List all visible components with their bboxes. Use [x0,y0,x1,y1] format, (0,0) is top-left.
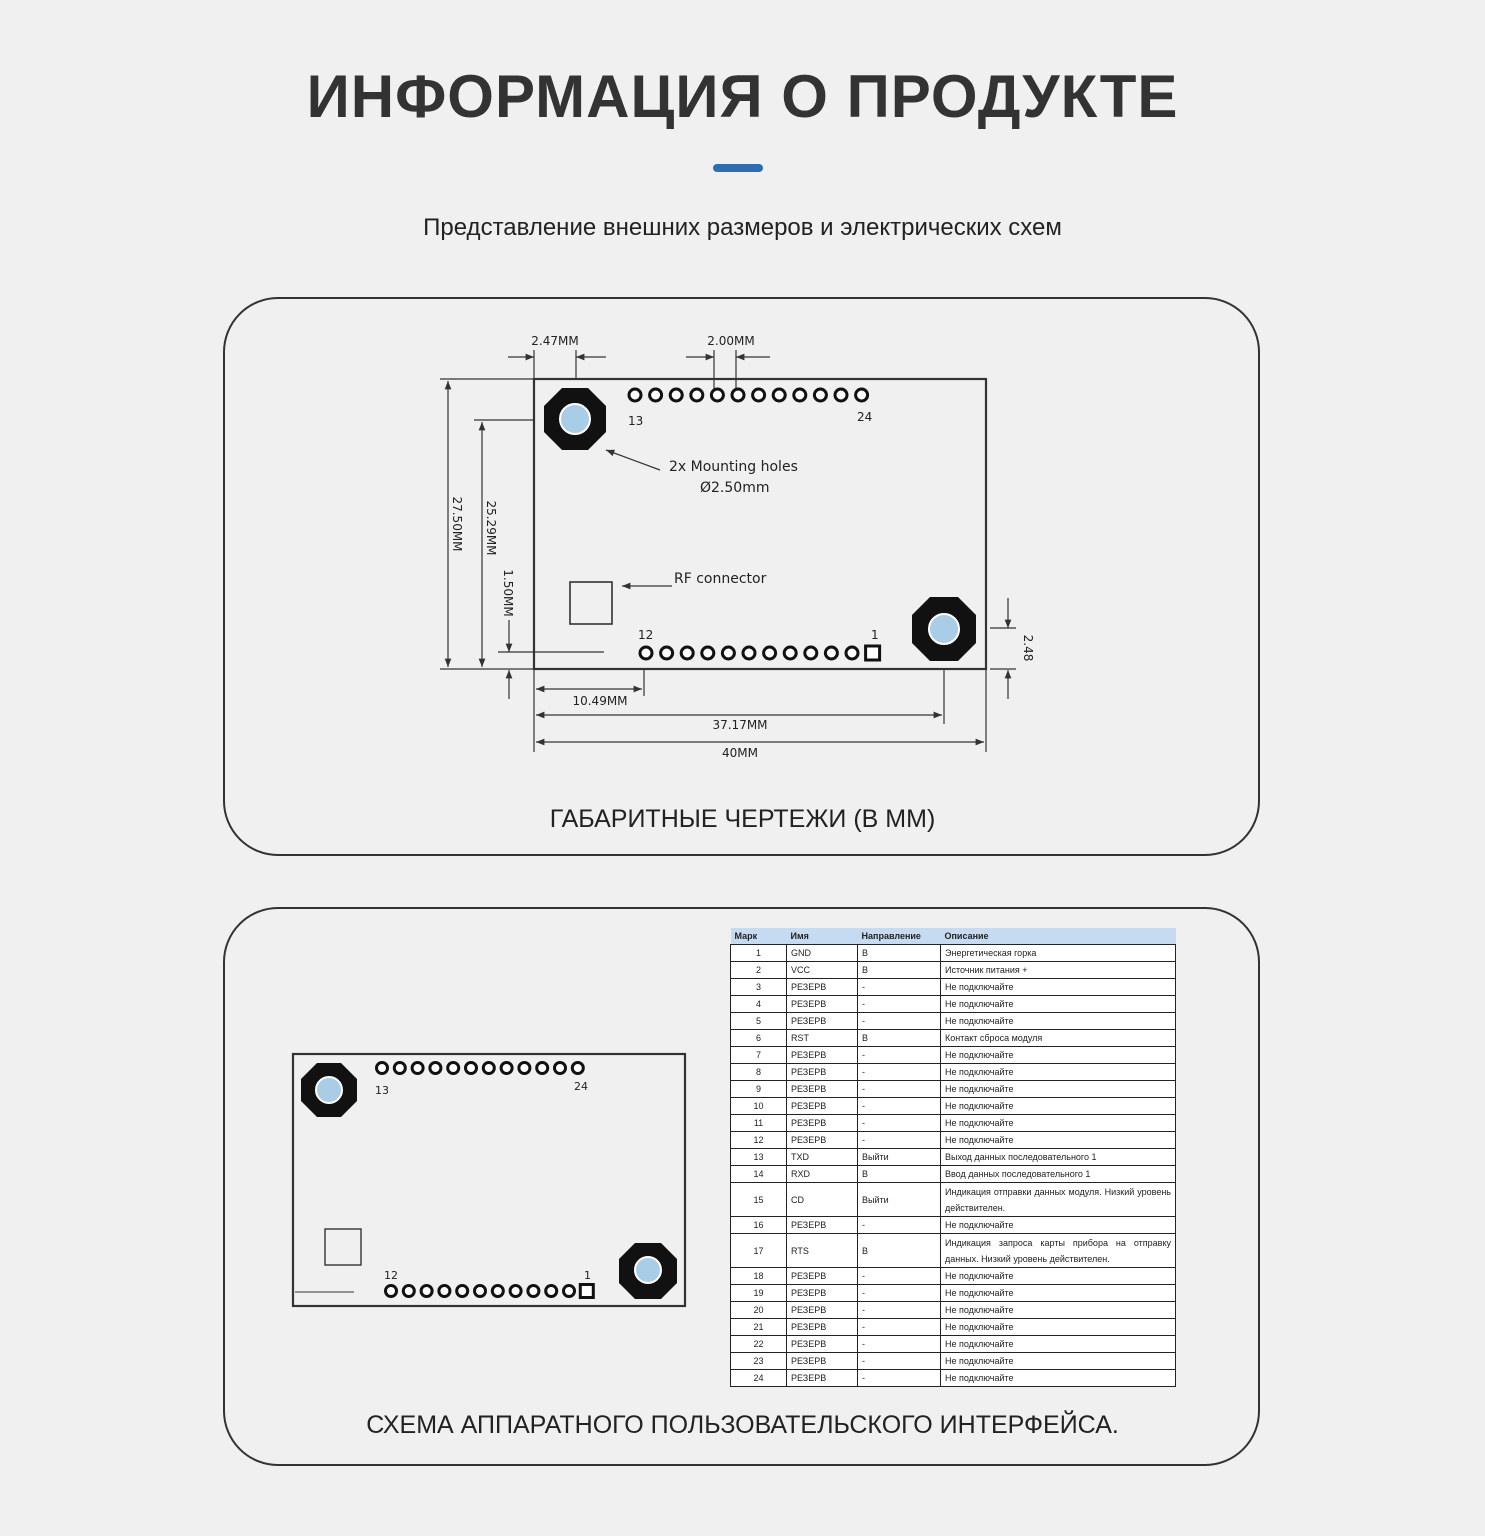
pin-pad [510,1286,521,1297]
cell-mark: 12 [731,1132,787,1149]
pin-pad [546,1286,557,1297]
cell-description: Ввод данных последовательного 1 [941,1166,1176,1183]
cell-direction: B [858,962,941,979]
dimension-caption: ГАБАРИТНЫЕ ЧЕРТЕЖИ (В ММ) [549,805,936,833]
interface-pin-label-13: 13 [375,1084,389,1097]
pin-pad [805,647,817,659]
cell-direction: - [858,1370,941,1387]
cell-description: Не подключайте [941,1013,1176,1030]
pin-pad [403,1286,414,1297]
interface-pin-header-bottom [386,1285,594,1298]
cell-direction: - [858,1302,941,1319]
cell-name: TXD [787,1149,858,1166]
table-row [731,996,1176,1013]
cell-direction: - [858,979,941,996]
col-header-direction: Направление [858,928,941,945]
cell-name: RST [787,1030,858,1047]
interface-caption: СХЕМА АППАРАТНОГО ПОЛЬЗОВАТЕЛЬСКОГО ИНТЕРФЕЙСА. [366,1411,1119,1439]
cell-description: Не подключайте [941,1064,1176,1081]
cell-name: CD [787,1183,858,1217]
cell-description: Энергетическая горка [941,945,1176,962]
table-row [731,1149,1176,1166]
pin-pad [394,1063,405,1074]
cell-description: Не подключайте [941,1353,1176,1370]
pin-pad [519,1063,530,1074]
cell-name: RTS [787,1234,858,1268]
pin-pad [722,647,734,659]
pin-header-top [629,389,868,401]
cell-description: Не подключайте [941,1115,1176,1132]
rf-connector-label: RF connector [674,571,767,587]
pin-pad [564,1286,575,1297]
cell-mark: 20 [731,1302,787,1319]
cell-mark: 2 [731,962,787,979]
table-row [731,1132,1176,1149]
pin-pad [681,647,693,659]
cell-name: RXD [787,1166,858,1183]
table-row [731,1353,1176,1370]
interface-pin-label-24: 24 [574,1080,588,1093]
cell-direction: - [858,1081,941,1098]
table-row [731,1183,1176,1217]
pin-label-24: 24 [857,410,873,424]
pin-1-square-pad [580,1285,593,1298]
pin-pad [773,389,785,401]
cell-name: РЕЗЕРВ [787,1081,858,1098]
mounting-holes [544,388,976,661]
pin-pad [753,389,765,401]
cell-direction: - [858,1064,941,1081]
pin-pad [448,1063,459,1074]
table-row [731,1302,1176,1319]
table-row [731,1030,1176,1047]
cell-mark: 22 [731,1336,787,1353]
pin-pad [386,1286,397,1297]
cell-mark: 13 [731,1149,787,1166]
cell-direction: - [858,1336,941,1353]
table-row [731,1166,1176,1183]
cell-name: РЕЗЕРВ [787,1115,858,1132]
pin-header-bottom [640,646,880,660]
cell-direction: Выйти [858,1183,941,1217]
dim-label-37-17: 37.17MM [712,718,768,732]
cell-name: РЕЗЕРВ [787,1268,858,1285]
mounting-holes-label: 2x Mounting holes [669,459,798,475]
cell-description: Не подключайте [941,1217,1176,1234]
cell-description: Индикация запроса карты прибора на отправку данных. Низкий уровень действителен. [941,1234,1176,1268]
pin-table [730,928,1176,1387]
cell-direction: - [858,1115,941,1132]
pin-pad [483,1063,494,1074]
cell-mark: 17 [731,1234,787,1268]
pin-pad [691,389,703,401]
cell-description: Не подключайте [941,1302,1176,1319]
dim-label-2-47: 2.47MM [531,334,579,348]
pin-pad [650,389,662,401]
cell-description: Не подключайте [941,1285,1176,1302]
pin-pad [430,1063,441,1074]
pin-pad [784,647,796,659]
pin-pad [856,389,868,401]
pin-pad [629,389,641,401]
mounting-holes-diameter: Ø2.50mm [700,480,770,496]
cell-direction: B [858,1166,941,1183]
pin-pad [640,647,652,659]
cell-direction: B [858,945,941,962]
pin-pad [421,1286,432,1297]
dim-label-25-29: 25.29MM [484,500,498,556]
pin-pad [764,647,776,659]
cell-description: Не подключайте [941,1081,1176,1098]
pin-pad [501,1063,512,1074]
table-row [731,1047,1176,1064]
pin-pad [814,389,826,401]
pin-pad [555,1063,566,1074]
interface-pin-header-top [377,1063,584,1074]
cell-description: Не подключайте [941,1132,1176,1149]
cell-name: РЕЗЕРВ [787,1217,858,1234]
cell-mark: 21 [731,1319,787,1336]
table-row [731,1285,1176,1302]
interface-pin-label-1: 1 [584,1269,591,1282]
cell-description: Не подключайте [941,1370,1176,1387]
cell-name: РЕЗЕРВ [787,1319,858,1336]
pin-1-square-pad [866,646,880,660]
cell-direction: - [858,1047,941,1064]
cell-mark: 19 [731,1285,787,1302]
cell-mark: 3 [731,979,787,996]
cell-name: РЕЗЕРВ [787,1132,858,1149]
dim-label-2-48: 2.48 [1021,634,1035,662]
cell-description: Не подключайте [941,1336,1176,1353]
interface-mounting-holes [301,1063,677,1299]
cell-name: РЕЗЕРВ [787,1098,858,1115]
cell-direction: - [858,1353,941,1370]
cell-name: РЕЗЕРВ [787,996,858,1013]
cell-name: GND [787,945,858,962]
cell-direction: B [858,1234,941,1268]
table-row [731,1098,1176,1115]
pin-pad [661,647,673,659]
cell-name: РЕЗЕРВ [787,1013,858,1030]
cell-direction: - [858,996,941,1013]
col-header-mark: Марк [731,928,787,945]
cell-direction: - [858,1098,941,1115]
cell-direction: - [858,1013,941,1030]
dim-label-1-50: 1.50MM [501,569,515,617]
cell-mark: 15 [731,1183,787,1217]
table-row [731,1319,1176,1336]
pin-pad [670,389,682,401]
pin-pad [846,647,858,659]
pin-pad [412,1063,423,1074]
cell-direction: Выйти [858,1149,941,1166]
interface-pin-label-12: 12 [384,1269,398,1282]
pin-pad [466,1063,477,1074]
pin-label-12: 12 [638,628,654,642]
table-row [731,945,1176,962]
cell-name: VCC [787,962,858,979]
cell-mark: 23 [731,1353,787,1370]
cell-direction: - [858,1217,941,1234]
cell-description: Не подключайте [941,1098,1176,1115]
pin-pad [702,647,714,659]
cell-mark: 9 [731,1081,787,1098]
table-row [731,1081,1176,1098]
pin-pad [835,389,847,401]
pin-pad [825,647,837,659]
page-title: ИНФОРМАЦИЯ О ПРОДУКТЕ [306,63,1179,130]
cell-name: РЕЗЕРВ [787,1064,858,1081]
cell-mark: 1 [731,945,787,962]
rf-connector-square [570,582,612,624]
dim-label-27-50: 27.50MM [450,496,464,552]
dim-label-2-00: 2.00MM [707,334,755,348]
cell-mark: 16 [731,1217,787,1234]
cell-name: РЕЗЕРВ [787,979,858,996]
pin-pad [492,1286,503,1297]
interface-rf-square [325,1229,361,1265]
pin-label-13: 13 [628,414,644,428]
cell-name: РЕЗЕРВ [787,1353,858,1370]
table-row [731,962,1176,979]
col-header-name: Имя [787,928,858,945]
pin-pad [572,1063,583,1074]
dim-label-10-49: 10.49MM [572,694,628,708]
cell-name: РЕЗЕРВ [787,1336,858,1353]
cell-mark: 7 [731,1047,787,1064]
table-row [731,1268,1176,1285]
cell-direction: - [858,1268,941,1285]
cell-mark: 5 [731,1013,787,1030]
pin-pad [711,389,723,401]
cell-mark: 11 [731,1115,787,1132]
cell-mark: 6 [731,1030,787,1047]
cell-mark: 14 [731,1166,787,1183]
cell-description: Выход данных последовательного 1 [941,1149,1176,1166]
dim-label-40: 40MM [722,746,758,760]
pin-label-1: 1 [871,628,879,642]
table-row [731,1370,1176,1387]
table-row [731,1234,1176,1268]
cell-name: РЕЗЕРВ [787,1302,858,1319]
cell-description: Не подключайте [941,996,1176,1013]
pin-pad [439,1286,450,1297]
cell-description: Не подключайте [941,979,1176,996]
cell-direction: - [858,1319,941,1336]
cell-direction: - [858,1285,941,1302]
table-row [731,1217,1176,1234]
cell-name: РЕЗЕРВ [787,1370,858,1387]
pin-pad [794,389,806,401]
cell-mark: 4 [731,996,787,1013]
cell-description: Не подключайте [941,1268,1176,1285]
cell-mark: 10 [731,1098,787,1115]
pin-pad [537,1063,548,1074]
cell-mark: 18 [731,1268,787,1285]
table-row [731,1064,1176,1081]
cell-description: Не подключайте [941,1319,1176,1336]
pin-pad [528,1286,539,1297]
cell-name: РЕЗЕРВ [787,1047,858,1064]
table-row [731,1115,1176,1132]
pin-pad [732,389,744,401]
col-header-description: Описание [941,928,1176,945]
table-row [731,979,1176,996]
pin-pad [457,1286,468,1297]
cell-description: Контакт сброса модуля [941,1030,1176,1047]
cell-description: Не подключайте [941,1047,1176,1064]
table-row [731,1013,1176,1030]
cell-mark: 24 [731,1370,787,1387]
pin-table-header [731,928,1176,945]
cell-description: Индикация отправки данных модуля. Низкий уровень действителен. [941,1183,1176,1217]
cell-name: РЕЗЕРВ [787,1285,858,1302]
page-subtitle: Представление внешних размеров и электрических схем [423,214,1062,241]
pin-pad [377,1063,388,1074]
cell-direction: B [858,1030,941,1047]
table-row [731,1336,1176,1353]
pin-pad [475,1286,486,1297]
cell-mark: 8 [731,1064,787,1081]
cell-description: Источник питания + [941,962,1176,979]
pin-pad [743,647,755,659]
cell-direction: - [858,1132,941,1149]
